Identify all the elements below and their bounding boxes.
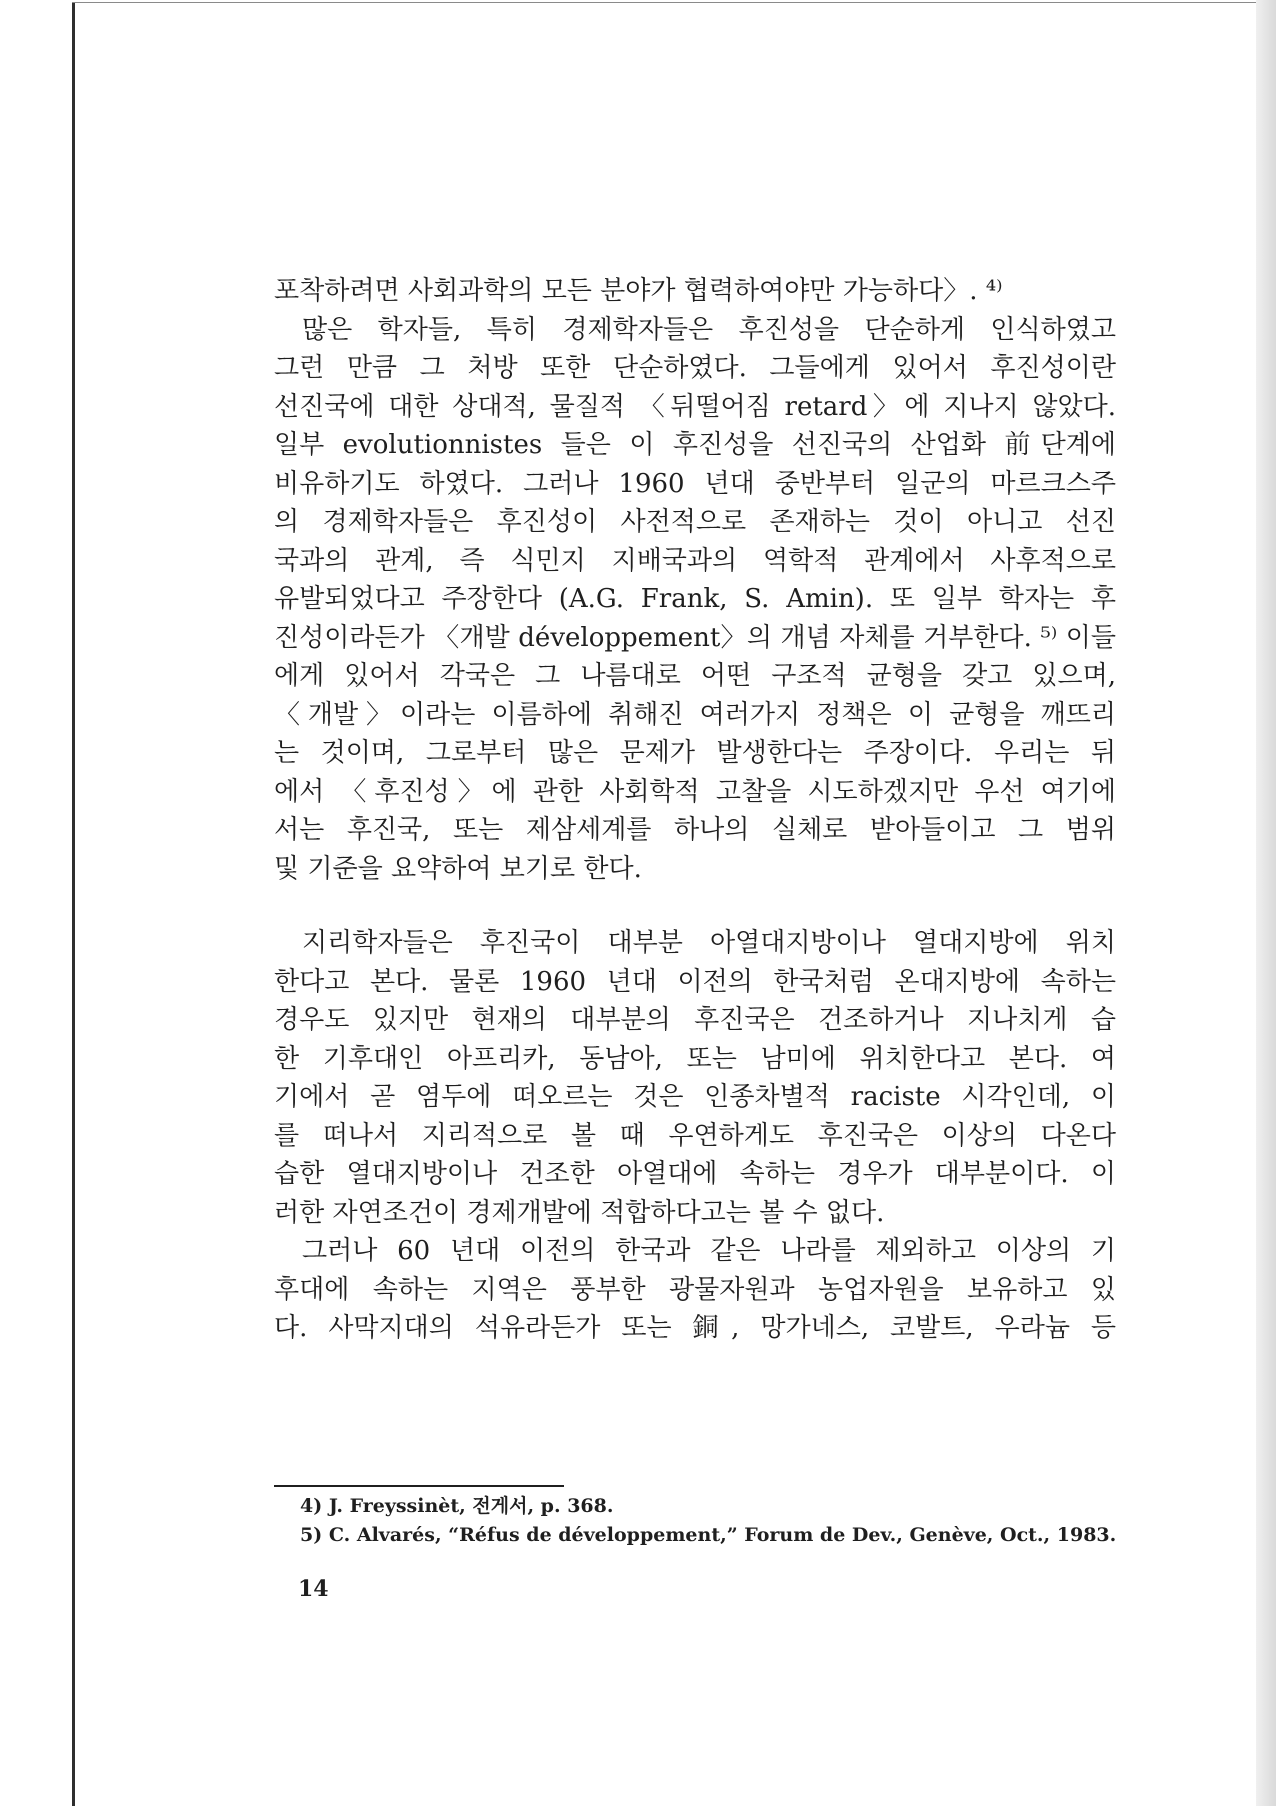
footnote-5: 5) C. Alvarés, “Réfus de développement,” Forum de Dev., Genève, Oct., 1983.	[300, 1524, 1117, 1546]
footnote-4: 4) J. Freyssinèt, 전게서, p. 368.	[300, 1495, 614, 1517]
text-line: 에게 있어서 각국은 그 나름대로 어떤 구조적 균형을 갖고 있으며,	[274, 661, 1116, 691]
text-line: 〈개발〉이라는 이름하에 취해진 여러가지 정책은 이 균형을 깨뜨리	[274, 699, 1116, 730]
footnote-divider	[274, 1485, 564, 1487]
text-line: 는 것이며, 그로부터 많은 문제가 발생한다는 주장이다. 우리는 뒤	[274, 738, 1116, 768]
text-line: 습한 열대지방이나 건조한 아열대에 속하는 경우가 대부분이다. 이	[274, 1159, 1116, 1189]
text-line: 한다고 본다. 물론 1960 년대 이전의 한국처럼 온대지방에 속하는	[274, 966, 1116, 997]
text-line: 및 기준을 요약하여 보기로 한다.	[274, 853, 642, 884]
footnotes	[300, 1492, 1120, 1550]
page-top-border	[72, 2, 1256, 3]
page-number: 14	[298, 1576, 329, 1602]
body-text	[274, 272, 1116, 1348]
text-line: 비유하기도 하였다. 그러나 1960 년대 중반부터 일군의 마르크스주	[274, 468, 1116, 499]
text-line: 한 기후대인 아프리카, 동남아, 또는 남미에 위치한다고 본다. 여	[274, 1043, 1116, 1074]
text-line: 를 떠나서 지리적으로 볼 때 우연하게도 후진국은 이상의 다온다	[274, 1120, 1116, 1151]
text-line: 유발되었다고 주장한다 (A.G. Frank, S. Amin). 또 일부 학자는 후	[274, 584, 1116, 614]
text-line: 경우도 있지만 현재의 대부분의 후진국은 건조하거나 지나치게 습	[274, 1005, 1116, 1035]
text-line: 의 경제학자들은 후진성이 사전적으로 존재하는 것이 아니고 선진	[274, 507, 1116, 537]
text-line: 국과의 관계, 즉 식민지 지배국과의 역학적 관계에서 사후적으로	[274, 545, 1116, 576]
text-line: 다. 사막지대의 석유라든가 또는 銅, 망가네스, 코발트, 우라늄 등	[274, 1313, 1116, 1343]
page-left-border	[72, 2, 75, 1806]
text-line: 서는 후진국, 또는 제삼세계를 하나의 실체로 받아들이고 그 범위	[274, 815, 1116, 845]
text-line: 진성이라든가 〈개발 développement〉의 개념 자체를 거부한다. ⁵⁾ 이들	[274, 622, 1116, 653]
text-line: 많은 학자들, 특히 경제학자들은 후진성을 단순하게 인식하였고	[302, 314, 1116, 345]
text-line: 에서 〈후진성〉에 관한 사회학적 고찰을 시도하겠지만 우선 여기에	[274, 776, 1116, 807]
text-line: 지리학자들은 후진국이 대부분 아열대지방이나 열대지방에 위치	[302, 928, 1116, 958]
page-right-shadow	[1256, 0, 1276, 1806]
text-line: 일부 evolutionnistes 들은 이 후진성을 선진국의 산업화 前단계에	[274, 430, 1116, 460]
text-line: 그런 만큼 그 처방 또한 단순하였다. 그들에게 있어서 후진성이란	[274, 353, 1116, 383]
text-line: 후대에 속하는 지역은 풍부한 광물자원과 농업자원을 보유하고 있	[274, 1274, 1116, 1305]
text-line: 기에서 곧 염두에 떠오르는 것은 인종차별적 raciste 시각인데, 이	[274, 1082, 1116, 1112]
text-line: 포착하려면 사회과학의 모든 분야가 협력하여야만 가능하다〉. ⁴⁾	[274, 276, 1003, 306]
paragraph-gap	[274, 888, 1116, 924]
text-line: 선진국에 대한 상대적, 물질적 〈뒤떨어짐 retard〉에 지나지 않았다.	[274, 391, 1116, 422]
text-line: 러한 자연조건이 경제개발에 적합하다고는 볼 수 없다.	[274, 1197, 885, 1228]
text-line: 그러나 60 년대 이전의 한국과 같은 나라를 제외하고 이상의 기	[302, 1236, 1116, 1266]
